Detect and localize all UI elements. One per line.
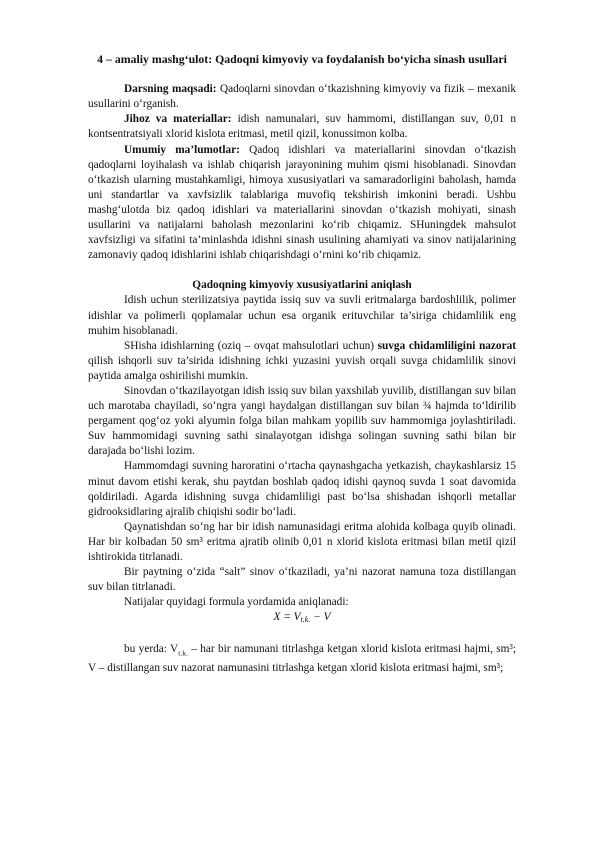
document-body <box>88 52 516 676</box>
paragraph-7: Natijalar quyidagi formula yordamida aniqlanadi: <box>124 596 349 609</box>
paragraph-8-b: – har bir namunani titrlashga ketgan xlorid kislota eritmasi hajmi, sm³; V – distillangan suv nazorat namunasini titrlashga ketgan xlorid kislota eritmasi hajmi, sm³; <box>88 643 516 674</box>
aim-paragraph <box>88 82 516 112</box>
info-label: Umumiy ma’lumotlar: <box>124 143 240 156</box>
paragraph-5: Qaynatishdan so‘ng har bir idish namunasidagi eritma alohida kolbaga quyib olinadi. Har bir kolbadan 50 sm³ eritma ajratib olinib 0,01 n xlorid kislota eritmasi bilan metil qizil ishtirokida titrlanadi. <box>88 520 516 564</box>
formula-subscript: t.k. <box>300 615 311 625</box>
paragraph-6: Bir paytning o‘zida “salt” sinov o‘tkaziladi, ya’ni nazorat namuna toza distillangan suv bilan titrlanadi. <box>88 566 516 594</box>
info-paragraph <box>88 143 516 264</box>
info-text: Qadoq idishlari va materiallarini sinovdan o‘tkazish qadoqlarni loyihalash va ishlab chiqarish jarayonining muhim qismi hisoblanadi. Sinovdan o‘tkazish ularning mustahkamligi, himoya xususiyatlari va samaradorligini baholash, hamda uni standartlar va xavfsizlik talablariga muvofiq tekshirish imkonini beradi. Ushbu mashg‘ulotda biz qadoq idishlari va materiallarini sinovdan o‘tkazish mohiyati, sinash usullarini va natijalarni baholash mezonlarini ko‘rib chiqamiz. SHuningdek mahsulot xavfsizligi va sifatini ta’minlashda idishni sinash usulining ahamiyati va sinov natijalarining zamonaviy qadoq idishlarini ishlab chiqarishdagi o‘rnini ko‘rib chiqamiz. <box>88 143 516 262</box>
aim-text: Qadoqlarni sinovdan o‘tkazishning kimyoviy va fizik – mexanik usullarini o‘rganish. <box>88 83 517 111</box>
paragraph-2-pre: SHisha idishlarning (oziq – ovqat mahsulotlari uchun) <box>124 339 378 352</box>
paragraph-8-subscript: t.k. <box>178 648 188 658</box>
section-heading: Qadoqning kimyoviy xususiyatlarini aniqlash <box>192 279 412 292</box>
paragraph-4: Hammomdagi suvning haroratini o‘rtacha qaynashgacha yetkazish, chaykashlarsiz 15 minut davom etishi kerak, shu paytdan boshlab qadoq idishi qaynoq suvda 1 soat davomida qoldiriladi. Agarda idishning suvga chidamliligi past bo‘lsa shishadan ishqorli metallar gidrooksidlaring ajralib chiqishi sodir bo‘ladi. <box>88 460 516 518</box>
equipment-text: idish namunalari, suv hammomi, distillangan suv, 0,01 n kontsentratsiyali xlorid kislota eritmasi, metil qizil, konussimon kolba. <box>88 113 516 141</box>
paragraph-1: Idish uchun sterilizatsiya paytida issiq suv va suvli eritmalarga bardoshlilik, polimer idishlar va polimerli qoplamalar uchun esa organik erituvchilar ta’siriga chidamlilik eng muhim hisoblanadi. <box>88 294 516 337</box>
paragraph-2-bold: suvga chidamliligini nazorat <box>377 339 516 352</box>
page-title: 4 – amaliy mashg‘ulot: Qadoqni kimyoviy va foydalanish bo‘yicha sinash usullari <box>97 52 507 66</box>
equipment-paragraph <box>88 112 516 142</box>
paragraph-2-post: qilish ishqorli suv ta’sirida idishning ichki yuzasini yuvish orqali suvga chidamlilik sinovi paytida amalga oshirilishi mumkin. <box>88 354 516 382</box>
formula-rhs: − V <box>310 611 331 624</box>
formula <box>88 610 516 627</box>
paragraph-8 <box>88 642 516 675</box>
formula-lhs: X = V <box>273 611 301 624</box>
aim-label: Darsning maqsadi: <box>124 83 217 96</box>
paragraph-2 <box>88 339 516 384</box>
equipment-label: Jihoz va materiallar: <box>124 113 232 126</box>
paragraph-3: Sinovdan o‘tkazilayotgan idish issiq suv bilan yaxshilab yuvilib, distillangan suv bilan uch marotaba chayiladi, so‘ngra yangi haydalgan distillangan suv bilan ¾ hajmda to‘ldirilib pergament qog‘oz yoki alyumin folga bilan mahkam yopilib suv hammomiga joylashtiriladi. Suv hammomidagi suvning sathi sinalayotgan idishga solingan suvning sathi bilan bir darajada bo‘lishi lozim. <box>88 384 516 458</box>
paragraph-8-a: bu yerda: V <box>124 643 179 656</box>
